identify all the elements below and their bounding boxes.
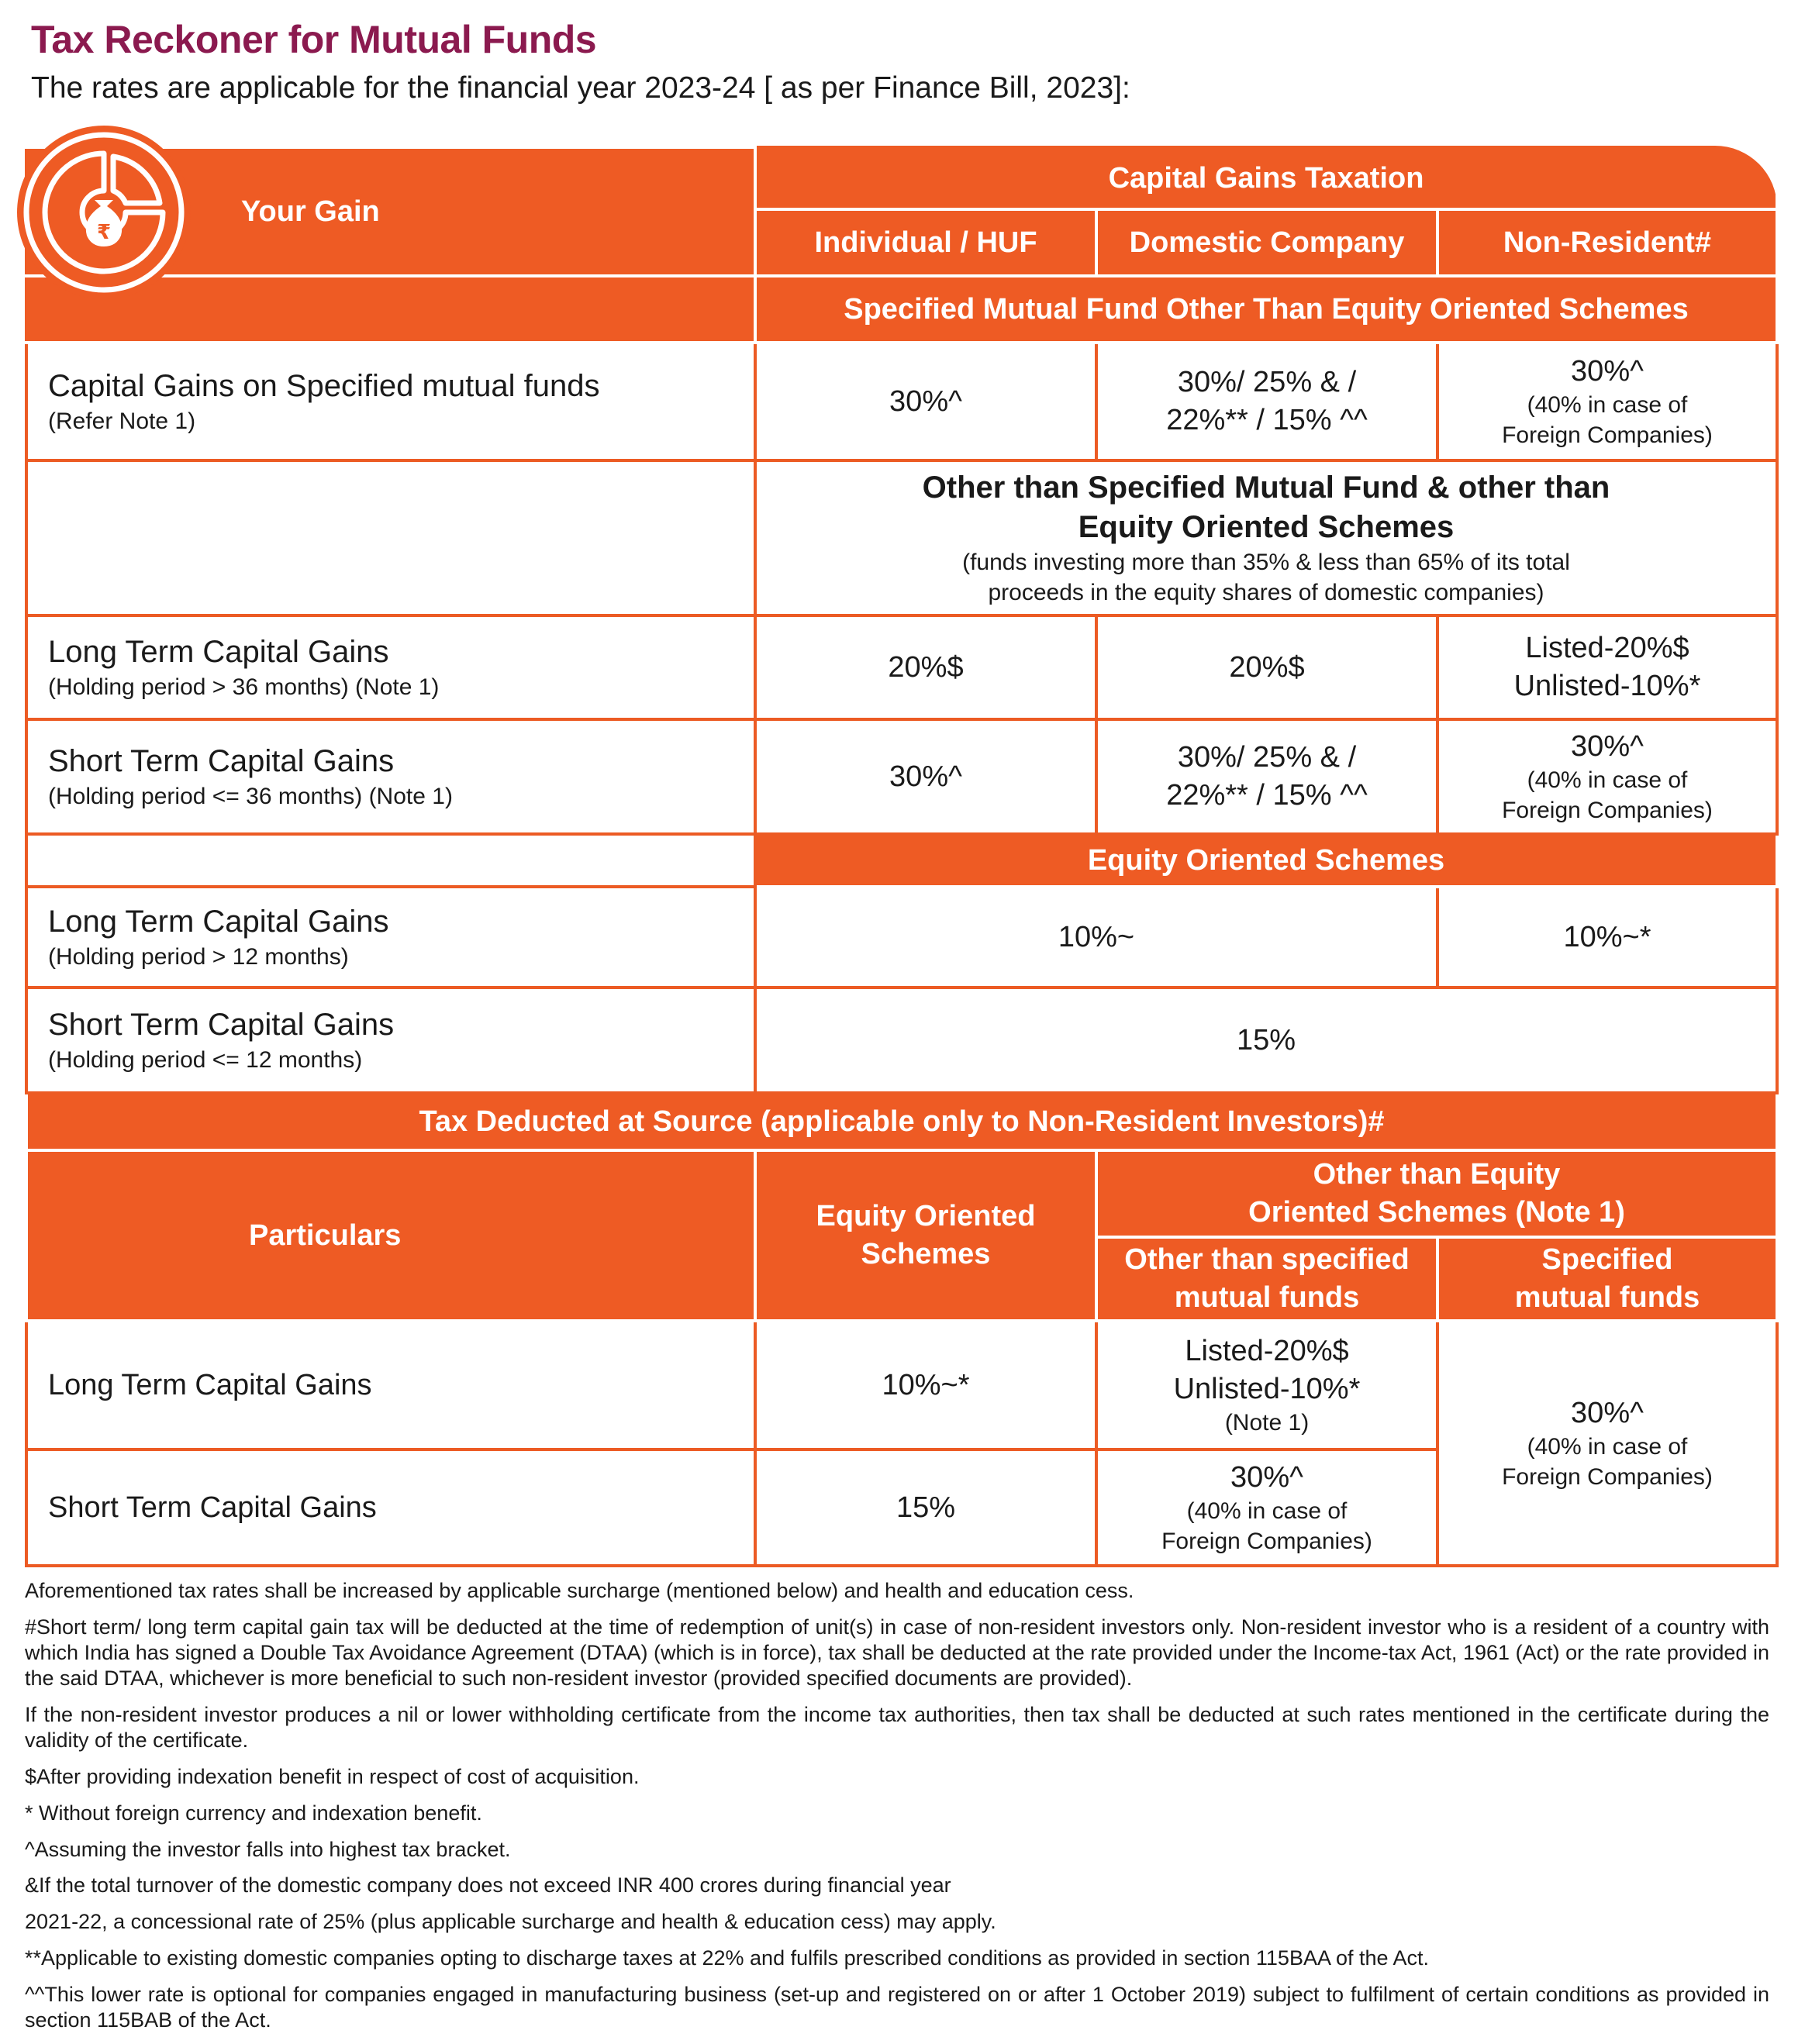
- tds-title: Tax Deducted at Source (applicable only to Non-Resident Investors)#: [26, 1093, 1777, 1150]
- rate-note: (Note 1): [1224, 1410, 1310, 1436]
- header-line: Equity Oriented: [816, 1200, 1036, 1233]
- equity-ltcg-nonres: 10%~*: [1437, 887, 1777, 988]
- tds-ltcg-label: Long Term Capital Gains: [26, 1321, 755, 1449]
- other-stcg-individual: 30%^: [755, 719, 1096, 834]
- svg-text:₹: ₹: [96, 221, 112, 244]
- other-stcg-label: [26, 719, 755, 834]
- footnote: ^^This lower rate is optional for companies engaged in manufacturing business (set-up and registered on or after 1 October 2019) subject to fulfilment of certain conditions as provided in section 115BAB of the Act.: [25, 1983, 1769, 2032]
- rate-note: (40% in case of: [1527, 767, 1688, 794]
- equity-stcg-all: 15%: [755, 988, 1777, 1093]
- other-ltcg-individual: 20%$: [755, 615, 1096, 719]
- tds-other-than-specified-header: [1096, 1237, 1437, 1321]
- equity-ltcg-resident: 10%~: [755, 887, 1437, 988]
- footnote: ^Assuming the investor falls into highest tax bracket.: [25, 1837, 511, 1861]
- tds-ltcg-equity: 10%~*: [755, 1321, 1096, 1449]
- rate-line: Listed-20%$: [1185, 1334, 1349, 1367]
- other-stcg-domestic: [1096, 719, 1437, 834]
- rate-line: 30%^: [1230, 1460, 1303, 1494]
- rate-line: 30%^: [1571, 729, 1644, 763]
- rate-line: 22%** / 15% ^^: [1166, 779, 1368, 812]
- page-subtitle: The rates are applicable for the financial year 2023-24 [ as per Finance Bill, 2023]:: [31, 71, 1130, 105]
- header-line: mutual funds: [1174, 1281, 1360, 1314]
- rate-note: (40% in case of: [1186, 1498, 1348, 1525]
- rate-note: Foreign Companies): [1502, 1464, 1713, 1491]
- row-sublabel: (Holding period <= 12 months): [48, 1047, 363, 1074]
- row-sublabel: (Holding period > 12 months): [48, 944, 349, 970]
- tds-other-header: [1096, 1150, 1777, 1237]
- footnote: 2021-22, a concessional rate of 25% (plus applicable surcharge and health & education cess) may apply.: [25, 1910, 996, 1934]
- footnote: Aforementioned tax rates shall be increased by applicable surcharge (mentioned below) and health and education cess.: [25, 1579, 1134, 1602]
- row-label: Capital Gains on Specified mutual funds: [48, 368, 600, 403]
- row-label: Long Term Capital Gains: [48, 904, 389, 939]
- tds-ltcg-other: [1096, 1321, 1437, 1449]
- header-line: Other than Equity: [1313, 1158, 1561, 1191]
- section-spacer: [26, 834, 755, 887]
- rate-note: Foreign Companies): [1161, 1529, 1372, 1555]
- money-bag-rupee-circle-icon: [17, 126, 191, 299]
- header-line: Specified: [1541, 1243, 1673, 1277]
- other-ltcg-nonres: [1437, 615, 1777, 719]
- footnote: #Short term/ long term capital gain tax will be deducted at the time of redemption of unit(s) in case of non-resident investors only. Non-resident investor who is a resident of a country with which India has signed a Double Tax Avoidance Agreement (DTAA) (which is in force), tax shall be deducted at the rate provided under the Income-tax Act, 1961 (Act) or the rate provided in the said DTAA, whichever is more beneficial to such non-resident investor (provided specified documents are provided).: [25, 1615, 1769, 1690]
- header-line: Other than specified: [1124, 1243, 1410, 1277]
- section-desc-line: proceeds in the equity shares of domestic companies): [988, 580, 1544, 606]
- rate-note: (40% in case of: [1527, 1434, 1688, 1460]
- tds-stcg-other: [1096, 1449, 1437, 1566]
- col-domestic-company: Domestic Company: [1096, 209, 1437, 276]
- tds-equity-header: [755, 1150, 1096, 1321]
- footnote: **Applicable to existing domestic companies opting to discharge taxes at 22% and fulfils prescribed conditions as provided in section 115BAA of the Act.: [25, 1946, 1430, 1970]
- tds-stcg-equity: 15%: [755, 1449, 1096, 1566]
- your-gain-label: Your Gain: [241, 195, 380, 228]
- row-sublabel: (Holding period > 36 months) (Note 1): [48, 674, 440, 701]
- other-ltcg-label: [26, 615, 755, 719]
- page-title: Tax Reckoner for Mutual Funds: [31, 18, 597, 61]
- section-spacer: [26, 460, 755, 615]
- rate-note: (40% in case of: [1527, 392, 1688, 419]
- tax-reckoner-table: [25, 146, 1779, 1567]
- footnote: * Without foreign currency and indexation benefit.: [25, 1801, 482, 1825]
- row-label: Long Term Capital Gains: [48, 634, 389, 669]
- section-other-header: [755, 460, 1777, 615]
- row-label: Short Term Capital Gains: [48, 1007, 395, 1042]
- tds-particulars-header: Particulars: [26, 1150, 755, 1321]
- section-title-line: Equity Oriented Schemes: [1078, 510, 1455, 544]
- specified-row-label: [26, 343, 755, 460]
- section-desc-line: (funds investing more than 35% & less than 65% of its total: [962, 550, 1570, 576]
- section-equity-header: Equity Oriented Schemes: [755, 834, 1777, 887]
- footnotes: [25, 1578, 1769, 2044]
- other-stcg-nonres: [1437, 719, 1777, 834]
- section-title-line: Other than Specified Mutual Fund & other than: [922, 470, 1610, 505]
- header-line: Oriented Schemes (Note 1): [1248, 1196, 1625, 1229]
- rate-line: 30%/ 25% & /: [1177, 741, 1357, 774]
- rate-line: 30%^: [1571, 1396, 1644, 1429]
- footnote: $After providing indexation benefit in respect of cost of acquisition.: [25, 1764, 640, 1788]
- rate-line: Listed-20%$: [1525, 632, 1689, 665]
- rate-line: 22%** / 15% ^^: [1166, 404, 1368, 436]
- rate-note: Foreign Companies): [1502, 798, 1713, 824]
- header-line: mutual funds: [1514, 1281, 1700, 1314]
- row-sublabel: (Holding period <= 36 months) (Note 1): [48, 784, 453, 810]
- col-individual-huf: Individual / HUF: [755, 209, 1096, 276]
- header-line: Schemes: [861, 1238, 991, 1270]
- rate-line: 30%/ 25% & /: [1177, 366, 1357, 399]
- rate-line: Unlisted-10%*: [1513, 670, 1701, 702]
- footnote: If the non-resident investor produces a nil or lower withholding certificate from the income tax authorities, then tax shall be deducted at such rates mentioned in the certificate during the validity of the certificate.: [25, 1702, 1769, 1752]
- tds-specified-header: [1437, 1237, 1777, 1321]
- col-non-resident: Non-Resident#: [1437, 209, 1777, 276]
- specified-nonres-rate: [1437, 343, 1777, 460]
- section-specified-header: Specified Mutual Fund Other Than Equity Oriented Schemes: [755, 276, 1777, 343]
- specified-individual-rate: 30%^: [755, 343, 1096, 460]
- tds-stcg-label: Short Term Capital Gains: [26, 1449, 755, 1566]
- tds-specified-rate: [1437, 1321, 1777, 1566]
- rate-note: Foreign Companies): [1502, 422, 1713, 449]
- row-sublabel: (Refer Note 1): [48, 408, 196, 435]
- row-label: Short Term Capital Gains: [48, 743, 395, 778]
- rate-line: 30%^: [1571, 354, 1644, 388]
- rate-line: Unlisted-10%*: [1173, 1372, 1361, 1405]
- other-ltcg-domestic: 20%$: [1096, 615, 1437, 719]
- equity-stcg-label: [26, 988, 755, 1093]
- capital-gains-taxation-header: Capital Gains Taxation: [755, 147, 1777, 209]
- equity-ltcg-label: [26, 887, 755, 988]
- specified-domestic-rate: [1096, 343, 1437, 460]
- footnote: &If the total turnover of the domestic company does not exceed INR 400 crores during financial year: [25, 1873, 951, 1898]
